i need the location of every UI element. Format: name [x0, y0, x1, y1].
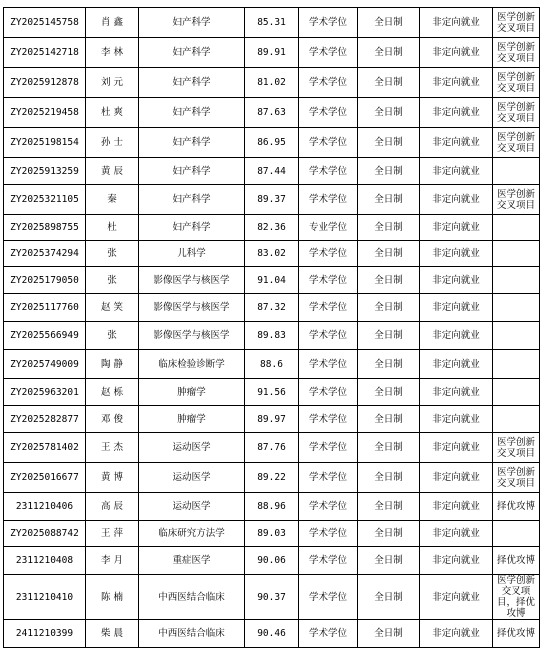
student-id-cell: ZY2025321105 [4, 185, 86, 215]
score-cell: 89.83 [245, 322, 299, 350]
employment-type-cell: 非定向就业 [420, 8, 493, 38]
employment-type-cell: 非定向就业 [420, 379, 493, 406]
study-mode-cell: 全日制 [358, 68, 420, 98]
student-id-cell: ZY2025117760 [4, 294, 86, 322]
employment-type-cell: 非定向就业 [420, 215, 493, 241]
student-name-cell: 赵 笑 [86, 294, 139, 322]
admission-list-table [3, 7, 540, 648]
study-mode-cell: 全日制 [358, 8, 420, 38]
degree-type-cell: 学术学位 [299, 128, 358, 158]
score-cell: 88.6 [245, 350, 299, 379]
student-name-cell: 柴 晨 [86, 620, 139, 648]
degree-type-cell: 学术学位 [299, 493, 358, 521]
student-name-cell: 张 [86, 267, 139, 294]
study-mode-cell: 全日制 [358, 128, 420, 158]
degree-type-cell: 学术学位 [299, 406, 358, 433]
student-name-cell: 陈 楠 [86, 575, 139, 620]
major-cell: 妇产科学 [139, 215, 245, 241]
major-cell: 妇产科学 [139, 8, 245, 38]
study-mode-cell: 全日制 [358, 406, 420, 433]
major-cell: 妇产科学 [139, 98, 245, 128]
major-cell: 肿瘤学 [139, 379, 245, 406]
student-name-cell: 邓 俊 [86, 406, 139, 433]
score-cell: 90.06 [245, 547, 299, 575]
table-row [4, 620, 540, 648]
study-mode-cell: 全日制 [358, 433, 420, 463]
study-mode-cell: 全日制 [358, 185, 420, 215]
table-row [4, 575, 540, 620]
remark-cell [493, 406, 540, 433]
degree-type-cell: 专业学位 [299, 215, 358, 241]
employment-type-cell: 非定向就业 [420, 350, 493, 379]
study-mode-cell: 全日制 [358, 241, 420, 267]
employment-type-cell: 非定向就业 [420, 241, 493, 267]
major-cell: 妇产科学 [139, 128, 245, 158]
remark-cell: 择优攻博 [493, 547, 540, 575]
table-row [4, 433, 540, 463]
employment-type-cell: 非定向就业 [420, 620, 493, 648]
student-id-cell: ZY2025781402 [4, 433, 86, 463]
student-name-cell: 赵 栎 [86, 379, 139, 406]
student-id-cell: 2311210406 [4, 493, 86, 521]
employment-type-cell: 非定向就业 [420, 267, 493, 294]
major-cell: 运动医学 [139, 433, 245, 463]
major-cell: 妇产科学 [139, 185, 245, 215]
study-mode-cell: 全日制 [358, 350, 420, 379]
student-id-cell: ZY2025198154 [4, 128, 86, 158]
score-cell: 85.31 [245, 8, 299, 38]
score-cell: 89.97 [245, 406, 299, 433]
student-name-cell: 张 [86, 322, 139, 350]
employment-type-cell: 非定向就业 [420, 294, 493, 322]
remark-cell [493, 322, 540, 350]
degree-type-cell: 学术学位 [299, 433, 358, 463]
student-id-cell: ZY2025898755 [4, 215, 86, 241]
remark-cell [493, 521, 540, 547]
degree-type-cell: 学术学位 [299, 38, 358, 68]
major-cell: 运动医学 [139, 493, 245, 521]
student-id-cell: ZY2025282877 [4, 406, 86, 433]
remark-cell [493, 158, 540, 185]
degree-type-cell: 学术学位 [299, 158, 358, 185]
score-cell: 87.32 [245, 294, 299, 322]
remark-cell: 医学创新交叉项目 [493, 433, 540, 463]
degree-type-cell: 学术学位 [299, 350, 358, 379]
table-row [4, 158, 540, 185]
employment-type-cell: 非定向就业 [420, 98, 493, 128]
student-id-cell: ZY2025913259 [4, 158, 86, 185]
student-id-cell: ZY2025963201 [4, 379, 86, 406]
degree-type-cell: 学术学位 [299, 322, 358, 350]
table-row [4, 128, 540, 158]
student-id-cell: ZY2025016677 [4, 463, 86, 493]
degree-type-cell: 学术学位 [299, 575, 358, 620]
study-mode-cell: 全日制 [358, 158, 420, 185]
employment-type-cell: 非定向就业 [420, 322, 493, 350]
score-cell: 83.02 [245, 241, 299, 267]
study-mode-cell: 全日制 [358, 521, 420, 547]
student-name-cell: 刘 元 [86, 68, 139, 98]
remark-cell: 医学创新交叉项目 [493, 98, 540, 128]
student-id-cell: 2411210399 [4, 620, 86, 648]
remark-cell: 择优攻博 [493, 493, 540, 521]
employment-type-cell: 非定向就业 [420, 185, 493, 215]
study-mode-cell: 全日制 [358, 575, 420, 620]
table-body [4, 8, 540, 648]
employment-type-cell: 非定向就业 [420, 433, 493, 463]
study-mode-cell: 全日制 [358, 294, 420, 322]
score-cell: 81.02 [245, 68, 299, 98]
remark-cell [493, 294, 540, 322]
student-id-cell: ZY2025219458 [4, 98, 86, 128]
student-id-cell: ZY2025179050 [4, 267, 86, 294]
student-id-cell: ZY2025374294 [4, 241, 86, 267]
employment-type-cell: 非定向就业 [420, 463, 493, 493]
table-row [4, 8, 540, 38]
score-cell: 90.37 [245, 575, 299, 620]
table-row [4, 350, 540, 379]
major-cell: 中西医结合临床 [139, 620, 245, 648]
score-cell: 86.95 [245, 128, 299, 158]
study-mode-cell: 全日制 [358, 547, 420, 575]
major-cell: 影像医学与核医学 [139, 294, 245, 322]
table-row [4, 547, 540, 575]
table-row [4, 215, 540, 241]
table-row [4, 294, 540, 322]
study-mode-cell: 全日制 [358, 38, 420, 68]
table-row [4, 322, 540, 350]
table-row [4, 493, 540, 521]
score-cell: 89.22 [245, 463, 299, 493]
degree-type-cell: 学术学位 [299, 463, 358, 493]
table-row [4, 406, 540, 433]
student-id-cell: ZY2025142718 [4, 38, 86, 68]
employment-type-cell: 非定向就业 [420, 128, 493, 158]
student-id-cell: 2311210408 [4, 547, 86, 575]
score-cell: 87.44 [245, 158, 299, 185]
student-name-cell: 陶 静 [86, 350, 139, 379]
degree-type-cell: 学术学位 [299, 68, 358, 98]
table-row [4, 379, 540, 406]
student-name-cell: 杜 爽 [86, 98, 139, 128]
student-name-cell: 高 辰 [86, 493, 139, 521]
degree-type-cell: 学术学位 [299, 241, 358, 267]
student-name-cell: 黄 辰 [86, 158, 139, 185]
table-row [4, 241, 540, 267]
remark-cell: 医学创新交叉项目 [493, 185, 540, 215]
student-id-cell: 2311210410 [4, 575, 86, 620]
major-cell: 影像医学与核医学 [139, 267, 245, 294]
employment-type-cell: 非定向就业 [420, 547, 493, 575]
study-mode-cell: 全日制 [358, 463, 420, 493]
major-cell: 影像医学与核医学 [139, 322, 245, 350]
major-cell: 重症医学 [139, 547, 245, 575]
table-row [4, 463, 540, 493]
score-cell: 91.04 [245, 267, 299, 294]
study-mode-cell: 全日制 [358, 379, 420, 406]
student-name-cell: 李 月 [86, 547, 139, 575]
study-mode-cell: 全日制 [358, 493, 420, 521]
student-name-cell: 黄 博 [86, 463, 139, 493]
table-row [4, 267, 540, 294]
score-cell: 90.46 [245, 620, 299, 648]
employment-type-cell: 非定向就业 [420, 68, 493, 98]
degree-type-cell: 学术学位 [299, 98, 358, 128]
student-id-cell: ZY2025145758 [4, 8, 86, 38]
major-cell: 临床检验诊断学 [139, 350, 245, 379]
remark-cell: 医学创新交叉项目 [493, 463, 540, 493]
degree-type-cell: 学术学位 [299, 294, 358, 322]
major-cell: 运动医学 [139, 463, 245, 493]
major-cell: 妇产科学 [139, 68, 245, 98]
score-cell: 87.63 [245, 98, 299, 128]
remark-cell: 医学创新交叉项目 [493, 38, 540, 68]
degree-type-cell: 学术学位 [299, 267, 358, 294]
student-name-cell: 王 杰 [86, 433, 139, 463]
remark-cell [493, 267, 540, 294]
degree-type-cell: 学术学位 [299, 547, 358, 575]
study-mode-cell: 全日制 [358, 215, 420, 241]
degree-type-cell: 学术学位 [299, 379, 358, 406]
score-cell: 91.56 [245, 379, 299, 406]
major-cell: 肿瘤学 [139, 406, 245, 433]
major-cell: 儿科学 [139, 241, 245, 267]
degree-type-cell: 学术学位 [299, 521, 358, 547]
major-cell: 中西医结合临床 [139, 575, 245, 620]
study-mode-cell: 全日制 [358, 98, 420, 128]
student-name-cell: 肖 鑫 [86, 8, 139, 38]
employment-type-cell: 非定向就业 [420, 406, 493, 433]
score-cell: 87.76 [245, 433, 299, 463]
score-cell: 89.37 [245, 185, 299, 215]
score-cell: 82.36 [245, 215, 299, 241]
study-mode-cell: 全日制 [358, 322, 420, 350]
degree-type-cell: 学术学位 [299, 620, 358, 648]
student-id-cell: ZY2025566949 [4, 322, 86, 350]
student-name-cell: 张 [86, 241, 139, 267]
remark-cell [493, 241, 540, 267]
major-cell: 妇产科学 [139, 38, 245, 68]
remark-cell [493, 350, 540, 379]
table-row [4, 68, 540, 98]
table-row [4, 98, 540, 128]
remark-cell: 择优攻博 [493, 620, 540, 648]
table-row [4, 521, 540, 547]
employment-type-cell: 非定向就业 [420, 575, 493, 620]
remark-cell: 医学创新交叉项目 [493, 68, 540, 98]
score-cell: 89.03 [245, 521, 299, 547]
employment-type-cell: 非定向就业 [420, 521, 493, 547]
student-name-cell: 李 林 [86, 38, 139, 68]
study-mode-cell: 全日制 [358, 620, 420, 648]
student-name-cell: 孙 士 [86, 128, 139, 158]
table-row [4, 38, 540, 68]
score-cell: 88.96 [245, 493, 299, 521]
student-id-cell: ZY2025912878 [4, 68, 86, 98]
remark-cell: 医学创新交叉项目，择优攻博 [493, 575, 540, 620]
remark-cell [493, 379, 540, 406]
major-cell: 妇产科学 [139, 158, 245, 185]
remark-cell: 医学创新交叉项目 [493, 8, 540, 38]
remark-cell [493, 215, 540, 241]
student-id-cell: ZY2025088742 [4, 521, 86, 547]
student-name-cell: 王 萍 [86, 521, 139, 547]
major-cell: 临床研究方法学 [139, 521, 245, 547]
employment-type-cell: 非定向就业 [420, 158, 493, 185]
student-name-cell: 秦 [86, 185, 139, 215]
degree-type-cell: 学术学位 [299, 8, 358, 38]
degree-type-cell: 学术学位 [299, 185, 358, 215]
remark-cell: 医学创新交叉项目 [493, 128, 540, 158]
study-mode-cell: 全日制 [358, 267, 420, 294]
table-row [4, 185, 540, 215]
student-name-cell: 杜 [86, 215, 139, 241]
student-id-cell: ZY2025749009 [4, 350, 86, 379]
employment-type-cell: 非定向就业 [420, 493, 493, 521]
employment-type-cell: 非定向就业 [420, 38, 493, 68]
score-cell: 89.91 [245, 38, 299, 68]
